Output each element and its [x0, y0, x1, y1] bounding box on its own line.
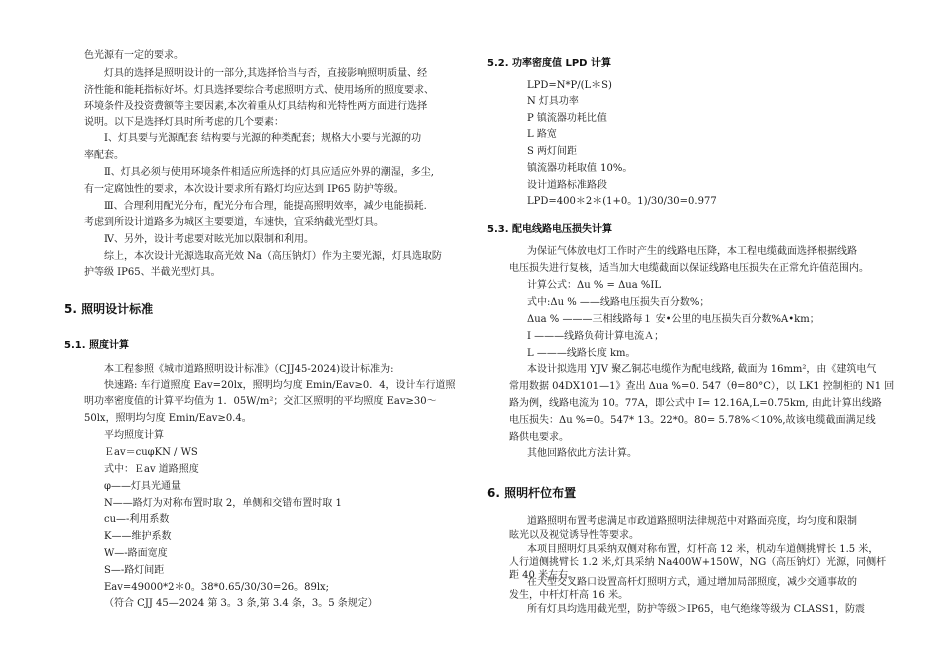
text-line: 护等级 IP65、半截光型灯具。: [84, 267, 221, 278]
formula: Eav=49000*2＊0。38*0.65/30/30=26。89lx;: [104, 582, 330, 593]
section-heading: 5. 照明设计标准: [64, 302, 154, 316]
text-line: 综上，本次设计光源选取高光效 Na（高压钠灯）作为主要光源，灯具选取防: [104, 251, 442, 262]
text-line: 灯具的选择是照明设计的一部分,其选择恰当与否，直接影响照明质量、经: [104, 68, 428, 79]
text-line: （符合 CJJ 45—2024 第 3。3 条,第 3.4 条，3。5 条规定）: [104, 598, 378, 609]
text-line: 电压损失：Δu %=0。547* 13。22*0。80= 5.78%＜10%,故该电缆截面满足线: [509, 415, 876, 426]
text-line: cu—-利用系数: [104, 514, 170, 525]
text-line: Δua % ———三相线路每１ 安•公里的电压损失百分数%A•km；: [527, 314, 820, 325]
text-line: W—-路面宽度: [104, 548, 168, 559]
text-line: N 灯具功率: [527, 96, 579, 107]
formula: LPD=400＊2＊(1+0。1)/30/30=0.977: [527, 196, 717, 207]
subsection-heading: 5.3. 配电线路电压损失计算: [487, 224, 612, 235]
text-line: 道路照明布置考虑满足市政道路照明法律规范中对路面亮度，均匀度和限制: [527, 516, 857, 527]
subsection-heading: 5.2. 功率密度值 LPD 计算: [487, 58, 611, 69]
text-line: S—-路灯间距: [104, 565, 165, 576]
text-line: 所有灯具均选用截光型，防护等级＞IP65，电气绝缘等级为 CLASS1，防震: [527, 604, 865, 615]
text-line: 镇流器功耗取值 10%。: [527, 163, 633, 174]
text-line: Ⅰ、灯具要与光源配套 结构要与光源的种类配套；规格大小要与光源的功: [104, 133, 422, 144]
text-line: 考虑到所设计道路多为城区主要要道，车速快，宜采纳截光型灯具。: [84, 217, 384, 228]
text-line: 快速路: 车行道照度 Eav=20lx，照明均匀度 Emin/Eav≥0．4，设计车行道照: [104, 380, 456, 391]
text-line: 说明。以下是选择灯具时所考虑的几个要素：: [84, 117, 284, 128]
formula: LPD=N*P/(L＊S): [527, 80, 612, 91]
text-line: L ———线路长度 km。: [527, 348, 636, 359]
text-line: 设计道路标准路段: [527, 180, 607, 191]
text-line: 有一定腐蚀性的要求，本次设计要求所有路灯均应达到 IP65 防护等级。: [84, 184, 404, 195]
text-line: 平均照度计算: [104, 430, 164, 441]
text-line: 发生，中杆灯杆高 16 米。: [509, 590, 629, 601]
text-line: 本工程参照《城市道路照明设计标准》（CJJ45-2024)设计标准为:: [104, 364, 394, 375]
text-line: 色光源有一定的要求。: [84, 50, 184, 61]
text-line: I ———线路负荷计算电流Ａ；: [527, 331, 665, 342]
text-line: Ⅱ、灯具必须与使用环境条件相适应所选择的灯具应适应外界的潮湿，多尘,: [104, 167, 434, 178]
text-line: 本设计拟选用 YJV 聚乙铜芯电缆作为配电线路, 截面为 16mm²，由《建筑电气: [527, 364, 877, 375]
text-line: 在大型交叉路口设置高杆灯照明方式，通过增加局部照度，减少交通事故的: [527, 577, 857, 588]
text-line: N——路灯为对称布置时取 2，单侧和交错布置时取 1: [104, 498, 342, 509]
text-line: 距 40 米左右。: [509, 570, 579, 581]
text-line: 50lx，照明均匀度 Emin/Eav≥0.4。: [84, 413, 252, 424]
subsection-heading: 5.1. 照度计算: [64, 340, 129, 351]
text-line: 式中:Δu % ——线路电压损失百分数%；: [527, 297, 710, 308]
text-line: S 两灯间距: [527, 146, 578, 157]
text-line: 眩光以及视觉诱导性等要求。: [509, 530, 639, 541]
text-line: 路供电要求。: [509, 432, 569, 443]
text-line: 本项目照明灯具采纳双侧对称布置，灯杆高 12 米，机动车道侧挑臂长 1.5 米，: [527, 544, 879, 555]
text-line: 率配套。: [84, 150, 124, 161]
text-line: 其他回路依此方法计算。: [527, 448, 637, 459]
text-line: 路为例，线路电流为 10。77A，即公式中 I= 12.16A,L=0.75km, 由此计算出线路: [509, 398, 882, 409]
text-line: Ⅲ、合理利用配光分布，配光分布合理，能提高照明效率，减少电能损耗.: [104, 201, 427, 212]
text-line: K——维护系数: [104, 531, 172, 542]
text-line: 常用数据 04DX101—1》查出 Δua %=0. 547（θ=80°C），以 LK1 控制柜的 N1 回: [509, 381, 895, 392]
text-line: 为保证气体放电灯工作时产生的线路电压降，本工程电缆截面选择根据线路: [527, 246, 857, 257]
formula: 计算公式：Δu % = Δua %IL: [527, 280, 661, 291]
text-line: 电压损失进行复核，适当加大电缆截面以保证线路电压损失在正常允许值范围内。: [509, 263, 869, 274]
formula: Ｅav＝cuφKN / WS: [104, 447, 198, 458]
text-line: L 路宽: [527, 129, 557, 140]
text-line: 环境条件及投资费额等主要因素,本次着重从灯具结构和光特性两方面进行选择: [84, 101, 428, 112]
text-line: 明功率密度值的计算平均值为 1．05W/m²；交汇区照明的平均照度 Eav≥30～: [84, 396, 437, 407]
text-line: 式中：Ｅav 道路照度: [104, 464, 199, 475]
text-line: P 镇流器功耗比值: [527, 113, 607, 124]
text-line: φ——灯具光通量: [104, 481, 182, 492]
text-line: 人行道侧挑臂长 1.2 米,灯具采纳 Na400W+150W，NG（高压钠灯）光源，同侧杆: [509, 557, 887, 568]
section-heading: 6. 照明杆位布置: [487, 486, 577, 500]
text-line: 济性能和能耗指标好坏。灯具选择要综合考虑照明方式、使用场所的照度要求、: [84, 85, 434, 96]
text-line: Ⅳ、另外，设计考虑要对眩光加以限制和利用。: [104, 234, 314, 245]
